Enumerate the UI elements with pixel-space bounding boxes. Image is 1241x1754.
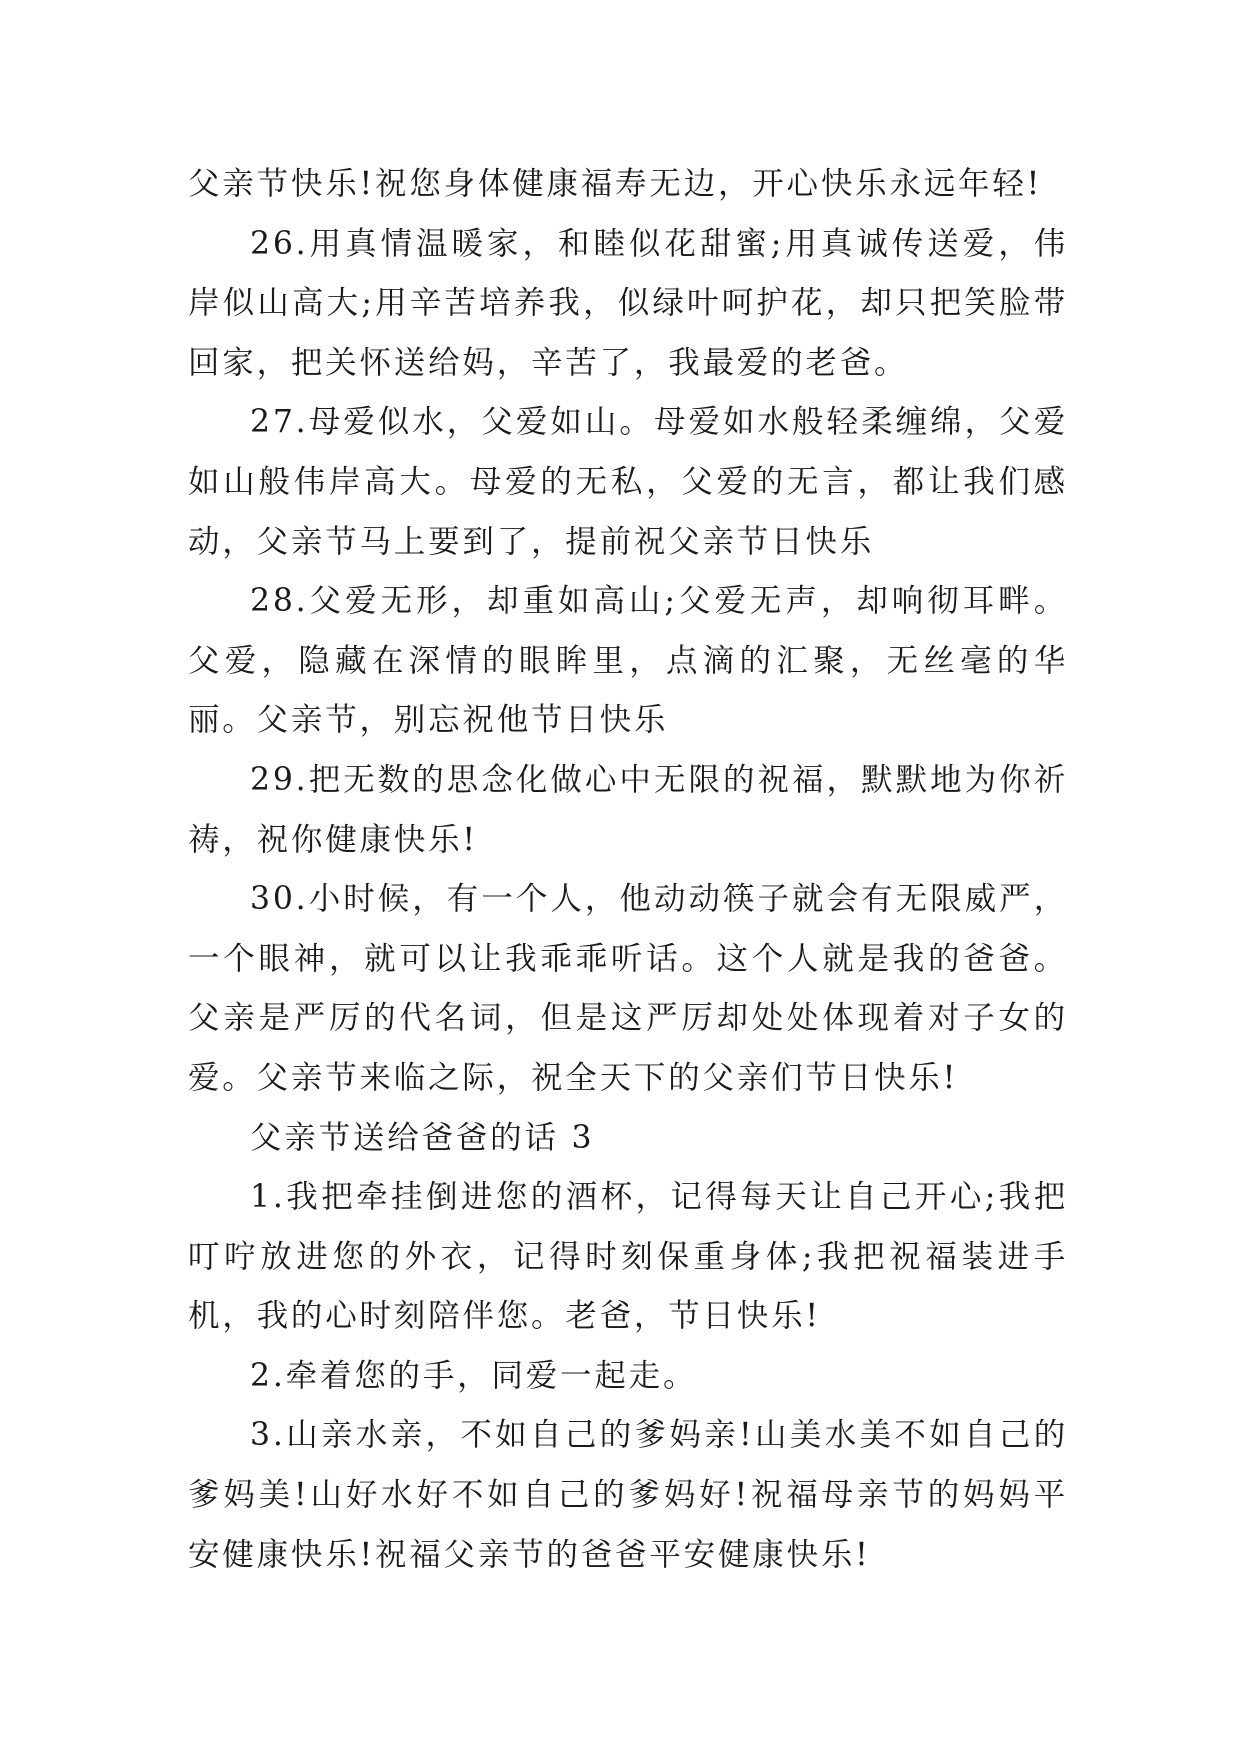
paragraph-item-2: 2.牵着您的手，同爱一起走。 <box>250 1357 698 1394</box>
section-heading: 父亲节送给爸爸的话 3 <box>250 1119 595 1156</box>
document-body <box>188 155 1068 1585</box>
paragraph-item-30: 30.小时候，有一个人，他动动筷子就会有无限威严，一个眼神，就可以让我乖乖听话。这个人就是我的爸爸。父亲是严厉的代名词，但是这严厉却处处体现着对子女的爱。父亲节来临之际，祝全天下的父亲们节日快乐! <box>188 881 1068 1096</box>
paragraph-item-3: 3.山亲水亲，不如自己的爹妈亲!山美水美不如自己的爹妈美!山好水好不如自己的爹妈好!祝福母亲节的妈妈平安健康快乐!祝福父亲节的爸爸平安健康快乐! <box>188 1417 1068 1573</box>
paragraph-item-27: 27.母爱似水，父爱如山。母爱如水般轻柔缠绵，父爱如山般伟岸高大。母爱的无私，父爱的无言，都让我们感动，父亲节马上要到了，提前祝父亲节日快乐 <box>188 404 1068 560</box>
paragraph-item-29: 29.把无数的思念化做心中无限的祝福，默默地为你祈祷，祝你健康快乐! <box>188 761 1068 858</box>
paragraph-item-28: 28.父爱无形，却重如高山;父爱无声，却响彻耳畔。父爱，隐藏在深情的眼眸里，点滴的汇聚，无丝毫的华丽。父亲节，别忘祝他节日快乐 <box>188 583 1068 739</box>
paragraph-item-1: 1.我把牵挂倒进您的酒杯，记得每天让自己开心;我把叮咛放进您的外衣，记得时刻保重身体;我把祝福装进手机，我的心时刻陪伴您。老爸，节日快乐! <box>188 1179 1068 1335</box>
paragraph-continuation: 父亲节快乐!祝您身体健康福寿无边，开心快乐永远年轻! <box>188 166 1043 202</box>
paragraph-item-26: 26.用真情温暖家，和睦似花甜蜜;用真诚传送爱，伟岸似山高大;用辛苦培养我，似绿叶呵护花，却只把笑脸带回家，把关怀送给妈，辛苦了，我最爱的老爸。 <box>188 225 1068 381</box>
